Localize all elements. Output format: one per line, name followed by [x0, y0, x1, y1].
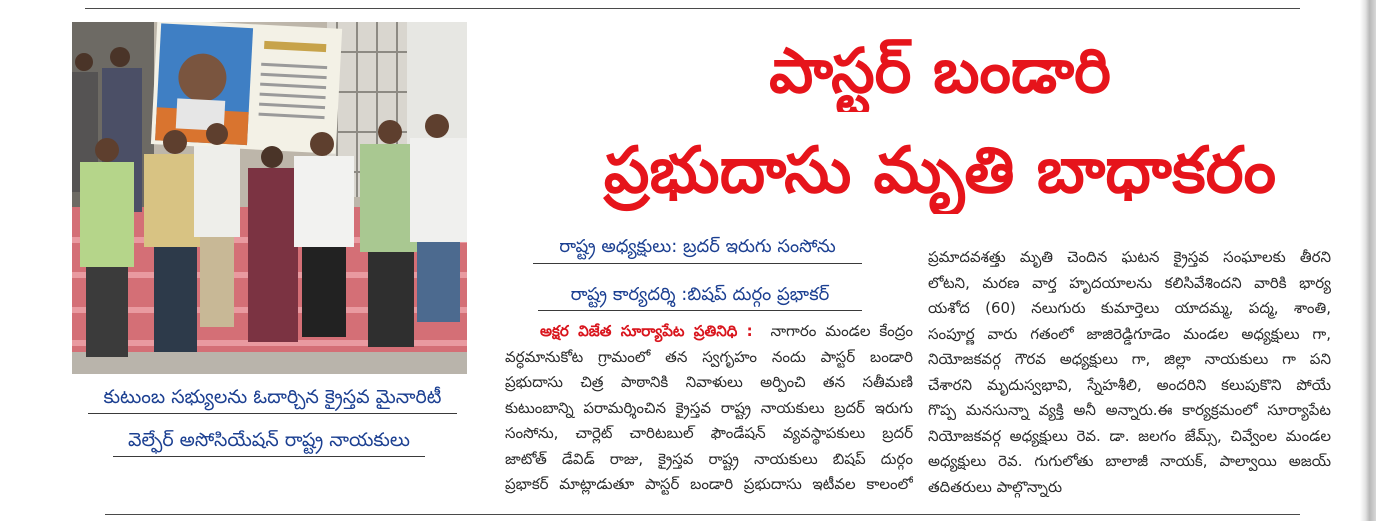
- top-rule: [85, 8, 1300, 9]
- bottom-rule: [105, 514, 1300, 515]
- body-line: గొప్ప మనసున్నా వ్యక్తి అనీ అన్నారు.ఈ కార్యక్రమంలో సూర్యాపేట: [928, 401, 1331, 419]
- page-edge-shadow: [1360, 0, 1376, 521]
- body-line: వర్ధమానుకోట గ్రామంలో తన స్వగృహం నందు పాస్టర్ బండారి: [505, 347, 913, 366]
- body-line: యశోద (60) నలుగురు కుమార్తెలు యాదమ్మ, పద్మ, శాంతి,: [928, 299, 1331, 317]
- news-photo: [72, 22, 467, 374]
- dateline: అక్షర విజేత సూర్యాపేట ప్రతినిధి :: [540, 322, 753, 340]
- body-line: అధ్యక్షులు రెవ. గుగులోతు బాలాజీ నాయక్, పాల్వాయి అజయ్: [928, 452, 1331, 470]
- body-line: జాటోత్ డేవిడ్ రాజు, క్రైస్తవ రాష్ట్ర నాయకులు బిషప్ దుర్గం: [505, 449, 913, 468]
- body-line: నియోజకవర్గ అధ్యక్షులు రెవ. డా. జలగం జేమ్స్, చివ్వేంల మండల: [928, 426, 1331, 445]
- photo-caption-line-1: కుటుంబ సభ్యులను ఓదార్చిన క్రైస్తవ మైనారిటీ: [88, 382, 457, 414]
- body-line: ప్రభాకర్ మాట్లాడుతూ పాస్టర్ బండారి ప్రభుదాసు ఇటీవల కాలంలో: [505, 475, 913, 493]
- person-figure: [194, 123, 240, 327]
- headline-line-1: పాస్టర్ బండారి: [769, 34, 1111, 107]
- body-line: కుటుంబాన్ని పరామర్శించిన క్రైస్తవ రాష్ట్ర నాయకులు బ్రదర్ ఇరుగు: [505, 398, 913, 417]
- body-line: సంసోను, చార్లెట్ చారిటబుల్ ఫౌండేషన్ వ్యవస్థాపకులు బ్రదర్: [505, 424, 913, 442]
- subhead-president: రాష్ట్ర అధ్యక్షులు: బ్రదర్ ఇరుగు సంసోను: [533, 232, 862, 264]
- person-figure: [410, 114, 467, 322]
- body-line: తదితరులు పాల్గొన్నారు: [928, 477, 1063, 496]
- article-column-right: [928, 245, 1331, 500]
- article-column-left: [505, 319, 913, 498]
- floor: [72, 352, 467, 374]
- body-line: ప్రమాదవశత్తు మృతి చెందిన ఘటన క్రైస్తవ సంఘాలకు తీరని: [928, 248, 1331, 266]
- body-line: చేశారని మృదుస్వభావి, స్నేహశీలి, అందరిని కలుపుకొని పోయే: [928, 375, 1331, 394]
- headline-line-2: ప్రభుదాసు మృతి బాధాకరం: [603, 134, 1277, 208]
- body-text: నాగారం మండల కేంద్రం: [770, 322, 913, 340]
- person-figure: [248, 146, 298, 342]
- body-line: ప్రభుదాసు చిత్ర పాఠానికి నివాళులు అర్పించి తన సతీమణి: [505, 373, 913, 391]
- body-line: సంపూర్ణ వారు గతంలో జాజిరెడ్డిగూడెం మండల అధ్యక్షులు గా,: [928, 324, 1331, 343]
- person-figure: [80, 138, 134, 357]
- body-line: [505, 319, 913, 345]
- photo-caption-line-2: వెల్ఫేర్ అసోసియేషన్ రాష్ట్ర నాయకులు: [113, 425, 425, 457]
- body-line: లోటని, మరణ వార్త హృదయాలను కలిసివేశిందని వారికి భార్య: [928, 273, 1331, 292]
- body-line: నియోజకవర్గ గౌరవ అధ్యక్షులు గా, జిల్లా నాయకులు గా పని: [928, 350, 1331, 368]
- person-figure: [294, 132, 354, 337]
- subhead-secretary: రాష్ట్ర కార్యదర్శి :బిషప్ దుర్గం ప్రభాకర్: [538, 280, 862, 311]
